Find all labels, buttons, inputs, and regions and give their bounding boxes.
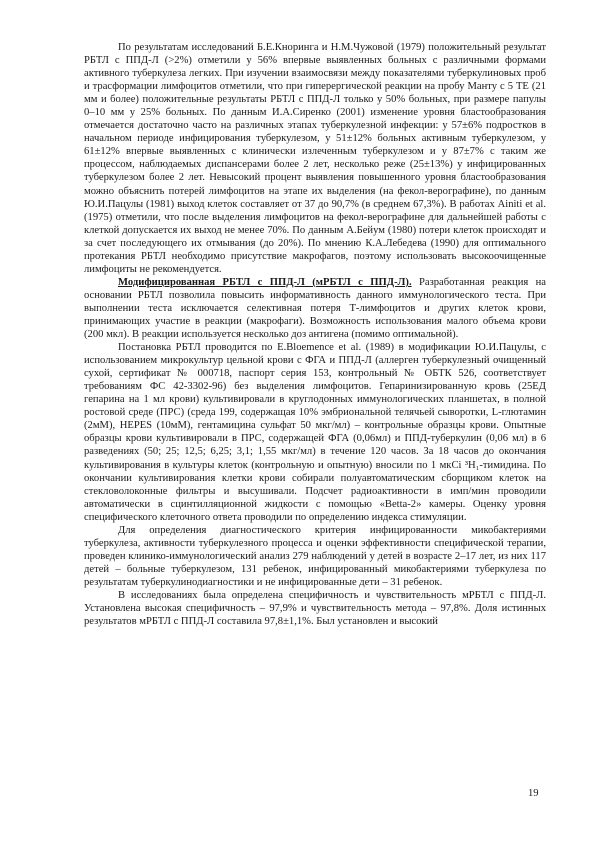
paragraph-5-text: В исследованиях была определена специфичность и чувствительность мРБТЛ с ППД-Л. Установлена высокая специфичность – 97,9% и чувствительность метода – 97,8%. Доля истинных результатов мРБТЛ с ППД-Л составила 97,8±1,1%. Был установлен и высокий <box>84 589 546 628</box>
paragraph-4 <box>84 524 546 589</box>
paragraph-4-text: Для определения диагностического критерия инфицированности микобактериями туберкулеза, активности туберкулезного процесса и оценки эффективности специфической терапии, проведен клинико-иммунологический анализ 279 наблюдений у детей в возрасте 2–17 лет, из них 117 детей – больные туберкулезом, 131 ребенок, инфицированный микобактериями туберкулеза по результатам туберкулинодиагностики и не инфицированные дети – 31 ребенок. <box>84 524 546 588</box>
body-text <box>84 41 546 628</box>
paragraph-5 <box>84 589 546 628</box>
paragraph-2-text: Разработанная реакция на основании РБТЛ позволила повысить информативность данного иммунологического теста. При выполнении теста исключается селективная потеря Т-лимфоцитов и других клеток крови, принимающих участие в реакции (макрофаги). Возможность использования малого объема крови (200 мкл). В реакции используется несколько доз антигена (помимо оптимальной). <box>84 276 546 341</box>
paragraph-2 <box>84 276 546 341</box>
paragraph-1 <box>84 41 546 276</box>
page-number: 19 <box>528 788 539 799</box>
section-heading: Модифицированная РБТЛ с ППД-Л (мРБТЛ с ППД-Л). <box>118 276 412 288</box>
paragraph-1-text: По результатам исследований Б.Е.Кноринга и Н.М.Чужовой (1979) положительный результат РБТЛ с ППД-Л (>2%) отметили у 56% впервые выявленных больных с различными формами активного туберкулеза легких. При изучении взаимосвязи между показателями туберкулиновых проб и трасформации лимфоцитов отметили, что при гиперергической реакции на пробу Манту с 5 ТЕ (21 мм и более) положительные результаты РБТЛ с ППД-Л только у 50% больных, при размере папулы 0–10 мм у 25% больных. По данным И.А.Сиренко (2001) изменение уровня бластообразования отмечается достаточно часто на различных этапах туберкулезной инфекции: у 57±6% подростков в начальном периоде инфицирования туберкулезом, у 51±12% больных активным туберкулезом, у 61±12% впервые выявленных с клинически излеченным туберкулезом и у 87±7% с таким же процессом, наблюдаемых диспансерами более 2 лет, несколько реже (25±13%) у инфицированных туберкулезом более 2 лет. Невысокий процент выявления повышенного уровня бластообразования можно объяснить потерей лимфоцитов на этапе их выделения (на фекол-верографине), по данным Ю.И.Пацулы (1981) выход клеток составляет от 37 до 90,7% (в среднем 67,3%). В работах Ainiti et al. (1975) отметили, что после выделения лимфоцитов на фекол-верографине для дальнейшей работы с клеткой допускается их выход не менее 70%. По данным А.Бейум (1980) потери клеток происходят и за счет последующего их отмывания (до 20%). По мнению К.А.Лебедева (1990) для оптимального протекания РБТЛ необходимо присутствие макрофагов, поэтому использовать высокоочищенные лимфоциты не рекомендуется. <box>84 42 546 275</box>
paragraph-3 <box>84 341 546 524</box>
paragraph-3-text: Постановка РБТЛ проводится по E.Bloemence et al. (1989) в модификации Ю.И.Пацулы, с использованием микрокультур цельной крови с ФГА и ППД-Л (аллерген туберкулезный очищенный сухой, сертификат № 000718, паспорт серия 153, контрольный № ОБТК 526, соответствует требованиям ФС 42-3302-96) без выделения лимфоцитов. Гепаринизированную кровь (25ЕД гепарина на 1 мл крови) культивировали в круглодонных иммунологических планшетах, в полной ростовой среде (ПРС) (среда 199, содержащая 10% эмбриональной телячьей сыворотки, L-глютамин (2мМ), HEPES (10мМ), гентамицина сульфат 50 мкг/мл) – контрольные образцы крови. Опытные образцы крови культивировали в ПРС, содержащей ФГА (0,06мл) и ППД-туберкулин (0,06 мл) в 6 разведениях (50; 25; 12,5; 6,25; 3,1; 1,55 мкг/мл) в течение 120 часов. За 18 часов до окончания культивирования в культуры клеток (контрольную и опытную) вносили по 1 мкCi ³H₁-тимидина. По окончании культивирования клетки крови собирали полуавтоматическим сборщиком клеток на стекловолоконные фильтры и высушивали. Подсчет радиоактивности в имп/мин проводили автоматически в сцинтилляционной жидкости с помощью «Betta-2» камеры. Оценку уровня специфического клеточного ответа проводили по определению индекса стимуляции. <box>84 342 546 523</box>
